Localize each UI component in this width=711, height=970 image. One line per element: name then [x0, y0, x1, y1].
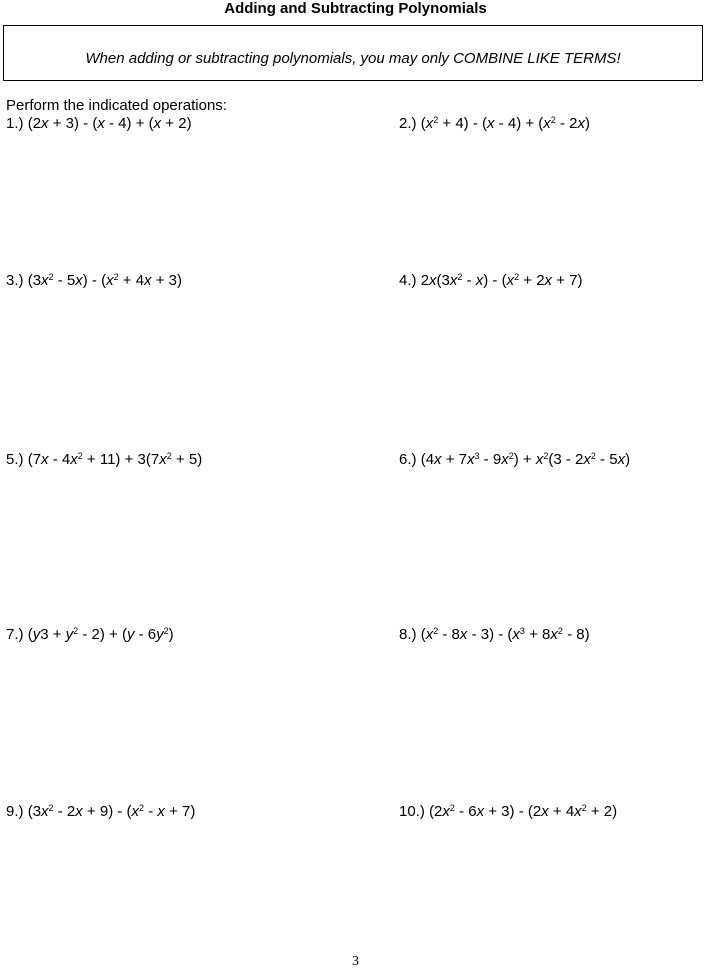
- problem-expression: (2x + 3) - (x - 4) + (x + 2): [27, 115, 192, 132]
- problem-9: [6, 803, 195, 821]
- problem-6: [399, 451, 630, 469]
- problem-3: [6, 272, 182, 290]
- problem-expression: $(y3 + y^2 - 2) + (y - 6y^2)$: [27, 626, 174, 643]
- problem-number: 3.): [6, 272, 28, 289]
- problem-expression: $(7x - 4x^2 + 11) + 3(7x^2 + 5)$: [27, 451, 203, 468]
- instruction-text: Perform the indicated operations:: [6, 97, 227, 114]
- problem-number: 6.): [399, 451, 421, 468]
- problem-number: 9.): [6, 803, 28, 820]
- problem-5: [6, 451, 202, 469]
- page-number: 3: [352, 954, 359, 969]
- problem-number: 4.): [399, 272, 421, 289]
- problem-number: 5.): [6, 451, 28, 468]
- problem-expression: $(4x + 7x^3 - 9x^2) + x^2(3 - 2x^2 - 5x)$: [420, 451, 631, 468]
- problem-expression: $(3x^2 - 5x) - (x^2 + 4x + 3)$: [27, 272, 182, 289]
- problem-7: [6, 626, 174, 644]
- problem-number: 2.): [399, 115, 421, 132]
- problem-number: 1.): [6, 115, 28, 132]
- worksheet-title: Adding and Subtracting Polynomials: [224, 0, 487, 17]
- problem-8: [399, 626, 590, 644]
- problem-expression: $(x^2 - 8x - 3) - (x^3 + 8x^2 - 8)$: [420, 626, 590, 643]
- problem-10: [399, 803, 617, 821]
- problem-number: 8.): [399, 626, 421, 643]
- problem-number: 7.): [6, 626, 28, 643]
- problem-2: [399, 115, 590, 133]
- problem-expression: $(x^2 + 4) - (x - 4) + (x^2 - 2x)$: [420, 115, 590, 132]
- note-box: [3, 25, 703, 81]
- problem-number: 10.): [399, 803, 430, 820]
- problem-expression: $(3x^2 - 2x + 9) - (x^2 - x + 7)$: [27, 803, 196, 820]
- problem-1: [6, 115, 192, 133]
- problem-4: [399, 272, 583, 290]
- problem-expression: $2x(3x^2 - x) - (x^2 + 2x + 7)$: [420, 272, 583, 289]
- problem-expression: $(2x^2 - 6x + 3) - (2x + 4x^2 + 2)$: [429, 803, 618, 820]
- note-text: When adding or subtracting polynomials, you may only COMBINE LIKE TERMS!: [85, 50, 621, 67]
